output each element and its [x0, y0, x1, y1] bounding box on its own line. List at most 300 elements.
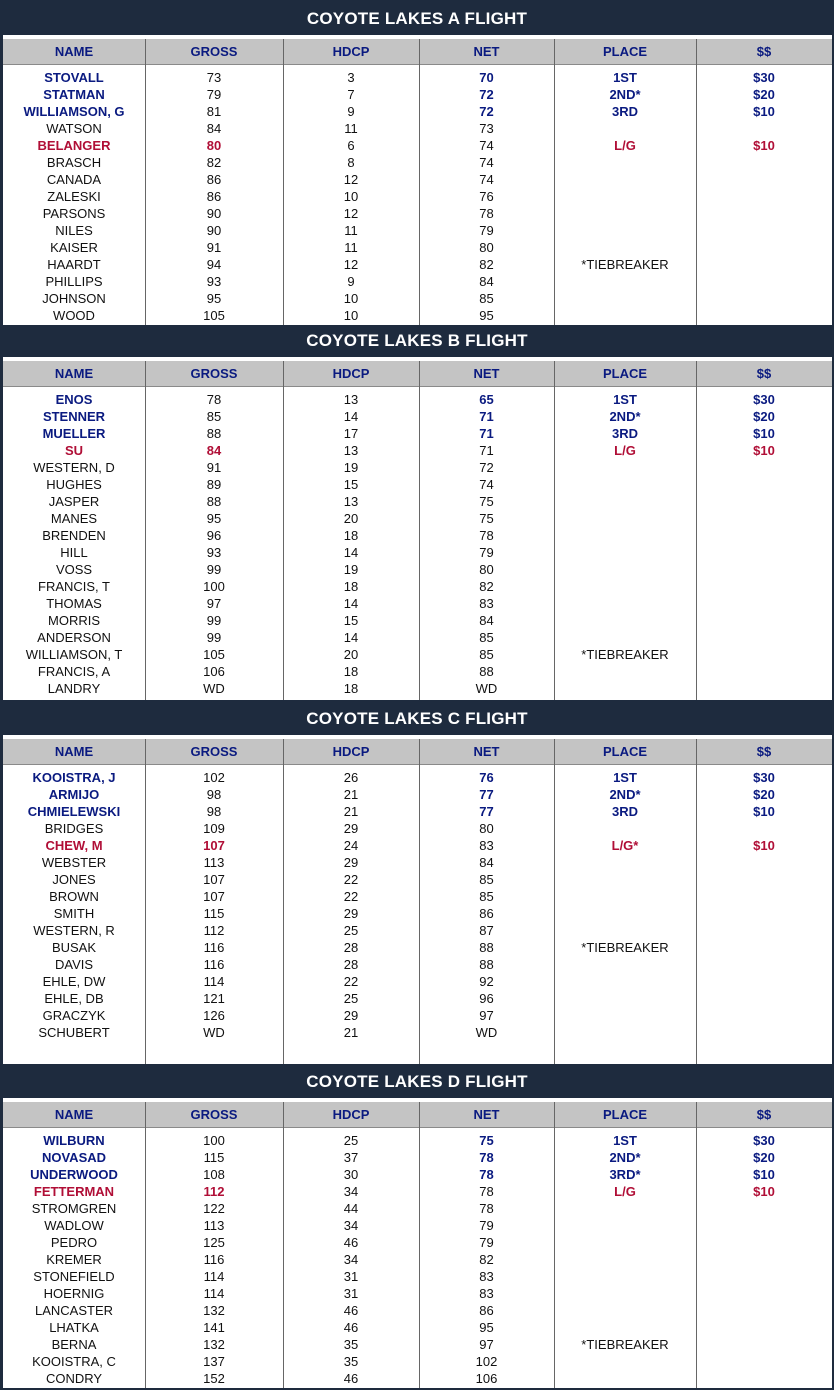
cell-gross: 91	[206, 240, 222, 255]
cell-money	[696, 1319, 832, 1336]
table-row	[3, 86, 832, 103]
cell-money	[696, 256, 832, 273]
cell-hdcp: 14	[343, 409, 359, 424]
cell-name: STENNER	[42, 409, 106, 424]
cell-place: 2ND*	[609, 1150, 641, 1165]
cell-net: 65	[479, 392, 494, 407]
cell-net: 86	[479, 906, 494, 921]
cell-name: HOERNIG	[43, 1286, 105, 1301]
cell-money	[696, 188, 832, 205]
cell-hdcp: 9	[347, 274, 355, 289]
cell-place	[554, 1251, 696, 1268]
cell-gross: 107	[203, 838, 225, 853]
cell-net: 84	[479, 274, 494, 289]
column-header-net: NET	[473, 366, 500, 381]
cell-net: 78	[479, 1150, 494, 1165]
column-header-gross: GROSS	[190, 1107, 238, 1122]
cell-place	[554, 154, 696, 171]
cell-hdcp: 13	[343, 443, 359, 458]
cell-hdcp: 7	[347, 87, 355, 102]
cell-place	[554, 680, 696, 697]
cell-money	[696, 493, 832, 510]
table-row	[3, 425, 832, 442]
cell-net: 73	[479, 121, 494, 136]
table-row	[3, 973, 832, 990]
column-header-hdcp: HDCP	[332, 1107, 370, 1122]
column-header-name: NAME	[54, 366, 94, 381]
column-header-place: PLACE	[602, 744, 648, 759]
cell-net: 79	[479, 1235, 494, 1250]
cell-place: *TIEBREAKER	[581, 1337, 669, 1352]
cell-hdcp: 46	[343, 1371, 359, 1386]
results-rows	[3, 769, 832, 1041]
cell-money	[696, 1024, 832, 1041]
table-row	[3, 595, 832, 612]
cell-hdcp: 11	[344, 223, 358, 238]
cell-money: $30	[753, 70, 775, 85]
cell-gross: 108	[203, 1167, 225, 1182]
cell-gross: 81	[206, 104, 222, 119]
cell-name: BERNA	[51, 1337, 97, 1352]
table-row	[3, 1319, 832, 1336]
cell-gross: 125	[203, 1235, 225, 1250]
table-row	[3, 769, 832, 786]
cell-money	[696, 663, 832, 680]
cell-place: 2ND*	[609, 87, 641, 102]
cell-name: STOVALL	[44, 70, 104, 85]
cell-money	[696, 1217, 832, 1234]
table-row	[3, 956, 832, 973]
column-header-gross: GROSS	[190, 44, 238, 59]
table-row	[3, 854, 832, 871]
column-header-money: $$	[756, 744, 772, 759]
cell-gross: 100	[203, 1133, 225, 1148]
cell-net: 88	[479, 957, 494, 972]
cell-name: PEDRO	[50, 1235, 98, 1250]
cell-hdcp: 35	[343, 1337, 359, 1352]
table-row	[3, 939, 832, 956]
table-row	[3, 256, 832, 273]
table-row	[3, 69, 832, 86]
cell-hdcp: 34	[343, 1218, 359, 1233]
table-row	[3, 171, 832, 188]
cell-place	[554, 1200, 696, 1217]
cell-net: 88	[479, 664, 494, 679]
cell-gross: 105	[203, 308, 225, 323]
flight-title: COYOTE LAKES C FLIGHT	[0, 703, 834, 735]
cell-name: WILBURN	[43, 1133, 105, 1148]
cell-name: ANDERSON	[37, 630, 111, 645]
cell-name: EHLE, DB	[44, 991, 104, 1006]
cell-net: 76	[479, 189, 494, 204]
cell-name: HUGHES	[46, 477, 102, 492]
results-table	[3, 357, 832, 700]
cell-place	[554, 510, 696, 527]
table-row	[3, 629, 832, 646]
cell-name: WATSON	[46, 121, 102, 136]
cell-money	[696, 578, 832, 595]
cell-hdcp: 22	[343, 974, 359, 989]
cell-net: 83	[479, 596, 494, 611]
cell-name: ENOS	[55, 392, 93, 407]
cell-net: 83	[479, 1286, 494, 1301]
cell-gross: 91	[206, 460, 222, 475]
cell-gross: 152	[203, 1371, 225, 1386]
cell-net: 84	[479, 613, 494, 628]
column-header-gross: GROSS	[190, 366, 238, 381]
cell-net: 80	[479, 240, 494, 255]
cell-money: $30	[753, 1133, 775, 1148]
cell-place	[554, 527, 696, 544]
cell-hdcp: 10	[343, 291, 359, 306]
cell-hdcp: 8	[347, 155, 355, 170]
cell-money	[696, 510, 832, 527]
cell-place	[554, 888, 696, 905]
table-row	[3, 476, 832, 493]
cell-net: 71	[479, 409, 494, 424]
flight-title: COYOTE LAKES D FLIGHT	[0, 1066, 834, 1098]
cell-name: STONEFIELD	[33, 1269, 115, 1284]
cell-name: CHEW, M	[45, 838, 103, 853]
cell-place: 1ST	[613, 770, 637, 785]
table-row	[3, 803, 832, 820]
cell-money: $20	[753, 787, 775, 802]
cell-hdcp: 46	[343, 1235, 359, 1250]
column-header-hdcp: HDCP	[332, 366, 370, 381]
column-header-place: PLACE	[602, 366, 648, 381]
cell-place	[554, 459, 696, 476]
flight-a-section	[0, 3, 834, 325]
cell-money	[696, 1268, 832, 1285]
cell-net: 75	[479, 494, 494, 509]
cell-gross: 95	[206, 511, 222, 526]
cell-name: JONES	[52, 872, 96, 887]
cell-net: 74	[479, 172, 494, 187]
table-row	[3, 646, 832, 663]
table-row	[3, 578, 832, 595]
table-row	[3, 612, 832, 629]
cell-name: HAARDT	[47, 257, 101, 272]
cell-hdcp: 15	[343, 477, 359, 492]
cell-name: WOOD	[53, 308, 95, 323]
cell-net: 78	[479, 1167, 494, 1182]
cell-gross: 121	[203, 991, 225, 1006]
table-row	[3, 544, 832, 561]
cell-gross: 82	[206, 155, 222, 170]
cell-money: $10	[753, 1184, 775, 1199]
cell-money: $10	[753, 426, 775, 441]
cell-gross: 109	[203, 821, 225, 836]
cell-net: 72	[479, 460, 494, 475]
cell-money	[696, 990, 832, 1007]
cell-gross: 113	[203, 1218, 225, 1233]
cell-place: 1ST	[613, 1133, 637, 1148]
cell-net: 75	[479, 511, 494, 526]
cell-gross: WD	[203, 1025, 225, 1040]
cell-net: 85	[479, 889, 494, 904]
cell-money	[696, 1234, 832, 1251]
cell-hdcp: 14	[343, 596, 359, 611]
cell-money	[696, 171, 832, 188]
cell-place	[554, 1370, 696, 1387]
column-header-money: $$	[756, 44, 772, 59]
cell-money: $10	[753, 838, 775, 853]
cell-hdcp: 20	[343, 647, 359, 662]
cell-net: 74	[479, 477, 494, 492]
cell-place: 2ND*	[609, 409, 641, 424]
cell-net: 77	[479, 804, 494, 819]
cell-place	[554, 273, 696, 290]
table-row	[3, 1024, 832, 1041]
table-row	[3, 1353, 832, 1370]
cell-gross: 116	[203, 1252, 225, 1267]
cell-gross: 73	[206, 70, 222, 85]
cell-money	[696, 680, 832, 697]
cell-gross: 114	[203, 1286, 225, 1301]
table-row	[3, 1149, 832, 1166]
cell-place: 3RD*	[609, 1167, 641, 1182]
cell-place	[554, 290, 696, 307]
cell-hdcp: 6	[347, 138, 355, 153]
cell-net: 74	[479, 155, 494, 170]
column-header-money: $$	[756, 1107, 772, 1122]
cell-net: 82	[479, 257, 494, 272]
table-row	[3, 391, 832, 408]
cell-hdcp: 18	[343, 579, 359, 594]
cell-gross: 132	[203, 1337, 225, 1352]
cell-money: $30	[753, 770, 775, 785]
cell-name: BRIDGES	[44, 821, 104, 836]
cell-name: MORRIS	[48, 613, 100, 628]
cell-hdcp: 24	[343, 838, 359, 853]
table-row	[3, 137, 832, 154]
cell-name: WADLOW	[44, 1218, 104, 1233]
cell-name: FRANCIS, T	[38, 579, 110, 594]
cell-hdcp: 14	[343, 545, 359, 560]
cell-hdcp: 12	[343, 172, 359, 187]
cell-net: 97	[479, 1337, 494, 1352]
cell-hdcp: 18	[343, 528, 359, 543]
cell-gross: 86	[206, 172, 222, 187]
cell-name: PARSONS	[42, 206, 106, 221]
cell-place: *TIEBREAKER	[581, 940, 669, 955]
cell-place	[554, 578, 696, 595]
cell-gross: 114	[203, 1269, 225, 1284]
cell-net: 78	[479, 206, 494, 221]
cell-money	[696, 307, 832, 324]
cell-gross: 122	[203, 1201, 225, 1216]
cell-name: BUSAK	[51, 940, 97, 955]
cell-money	[696, 612, 832, 629]
cell-place	[554, 205, 696, 222]
cell-money	[696, 956, 832, 973]
cell-name: JOHNSON	[42, 291, 106, 306]
cell-hdcp: 29	[343, 821, 359, 836]
cell-money	[696, 905, 832, 922]
cell-name: BROWN	[49, 889, 99, 904]
cell-hdcp: 18	[343, 681, 359, 696]
cell-gross: 93	[206, 274, 222, 289]
cell-name: PHILLIPS	[45, 274, 103, 289]
cell-money: $20	[753, 409, 775, 424]
cell-money	[696, 239, 832, 256]
cell-place	[554, 1319, 696, 1336]
cell-hdcp: 21	[343, 787, 359, 802]
cell-net: WD	[475, 681, 498, 696]
cell-gross: 85	[206, 409, 222, 424]
cell-net: 76	[479, 770, 494, 785]
cell-gross: 88	[206, 426, 222, 441]
cell-name: NILES	[55, 223, 93, 238]
cell-name: ZALESKI	[47, 189, 101, 204]
cell-name: CHMIELEWSKI	[27, 804, 121, 819]
cell-net: 95	[479, 308, 494, 323]
cell-gross: 126	[203, 1008, 225, 1023]
cell-place: L/G*	[611, 838, 639, 853]
cell-hdcp: 10	[343, 308, 359, 323]
cell-gross: 79	[206, 87, 222, 102]
cell-hdcp: 34	[343, 1252, 359, 1267]
cell-money	[696, 1251, 832, 1268]
cell-name: STROMGREN	[31, 1201, 117, 1216]
cell-net: 102	[475, 1354, 498, 1369]
column-header-net: NET	[473, 744, 500, 759]
cell-gross: 98	[206, 804, 222, 819]
cell-name: BRENDEN	[42, 528, 106, 543]
cell-hdcp: 44	[343, 1201, 359, 1216]
cell-gross: 141	[203, 1320, 225, 1335]
table-row	[3, 1217, 832, 1234]
cell-money	[696, 527, 832, 544]
cell-hdcp: 22	[343, 889, 359, 904]
flight-title: COYOTE LAKES A FLIGHT	[0, 3, 834, 35]
table-row	[3, 103, 832, 120]
table-row	[3, 837, 832, 854]
table-row	[3, 871, 832, 888]
cell-hdcp: 28	[343, 957, 359, 972]
cell-net: 78	[479, 528, 494, 543]
table-row	[3, 905, 832, 922]
table-row	[3, 493, 832, 510]
cell-place	[554, 973, 696, 990]
cell-money	[696, 871, 832, 888]
cell-money: $20	[753, 1150, 775, 1165]
column-header-net: NET	[473, 44, 500, 59]
cell-gross: 116	[203, 940, 225, 955]
table-row	[3, 1336, 832, 1353]
cell-name: KREMER	[46, 1252, 102, 1267]
cell-place	[554, 1234, 696, 1251]
cell-place: L/G	[614, 443, 636, 458]
flight-c-section	[0, 703, 834, 1064]
table-row	[3, 1370, 832, 1387]
table-row	[3, 922, 832, 939]
cell-money	[696, 120, 832, 137]
cell-gross: 99	[206, 630, 222, 645]
cell-money	[696, 1302, 832, 1319]
cell-name: KAISER	[50, 240, 98, 255]
cell-gross: 99	[206, 613, 222, 628]
cell-net: 96	[479, 991, 494, 1006]
cell-money	[696, 629, 832, 646]
cell-place: L/G	[614, 1184, 636, 1199]
cell-place	[554, 171, 696, 188]
column-header-name: NAME	[54, 44, 94, 59]
table-row	[3, 1007, 832, 1024]
column-header-hdcp: HDCP	[332, 44, 370, 59]
cell-name: CANADA	[46, 172, 102, 187]
cell-money	[696, 1285, 832, 1302]
cell-net: 92	[479, 974, 494, 989]
cell-name: BRASCH	[46, 155, 102, 170]
table-row	[3, 290, 832, 307]
cell-money	[696, 205, 832, 222]
cell-hdcp: 21	[343, 1025, 359, 1040]
table-row	[3, 120, 832, 137]
cell-name: WESTERN, D	[33, 460, 115, 475]
table-row	[3, 820, 832, 837]
cell-name: EHLE, DW	[42, 974, 106, 989]
cell-gross: 116	[203, 957, 225, 972]
table-row	[3, 188, 832, 205]
cell-name: FETTERMAN	[33, 1184, 115, 1199]
cell-hdcp: 10	[343, 189, 359, 204]
cell-place	[554, 1268, 696, 1285]
cell-place	[554, 476, 696, 493]
cell-hdcp: 37	[343, 1150, 359, 1165]
cell-place	[554, 544, 696, 561]
cell-money	[696, 273, 832, 290]
table-row	[3, 1132, 832, 1149]
table-row	[3, 680, 832, 697]
cell-place	[554, 222, 696, 239]
cell-net: 79	[479, 545, 494, 560]
table-row	[3, 786, 832, 803]
cell-hdcp: 21	[343, 804, 359, 819]
cell-gross: 96	[206, 528, 222, 543]
cell-name: STATMAN	[43, 87, 105, 102]
cell-net: 83	[479, 1269, 494, 1284]
cell-place	[554, 629, 696, 646]
cell-place: 3RD	[611, 804, 638, 819]
cell-gross: 113	[203, 855, 225, 870]
cell-place	[554, 820, 696, 837]
cell-gross: 115	[203, 1150, 225, 1165]
cell-net: 88	[479, 940, 494, 955]
table-row	[3, 1183, 832, 1200]
cell-hdcp: 11	[344, 240, 358, 255]
cell-net: 79	[479, 223, 494, 238]
column-header-name: NAME	[54, 1107, 94, 1122]
cell-place	[554, 990, 696, 1007]
cell-gross: 97	[206, 596, 222, 611]
table-row	[3, 561, 832, 578]
cell-net: 75	[479, 1133, 494, 1148]
cell-money	[696, 646, 832, 663]
cell-place	[554, 1353, 696, 1370]
results-table	[3, 1098, 832, 1388]
cell-hdcp: 18	[343, 664, 359, 679]
cell-gross: 98	[206, 787, 222, 802]
cell-money	[696, 939, 832, 956]
cell-net: 71	[479, 426, 494, 441]
column-header-place: PLACE	[602, 44, 648, 59]
cell-name: MUELLER	[42, 426, 106, 441]
cell-net: 83	[479, 838, 494, 853]
cell-hdcp: 28	[343, 940, 359, 955]
table-row	[3, 1285, 832, 1302]
cell-place: *TIEBREAKER	[581, 647, 669, 662]
